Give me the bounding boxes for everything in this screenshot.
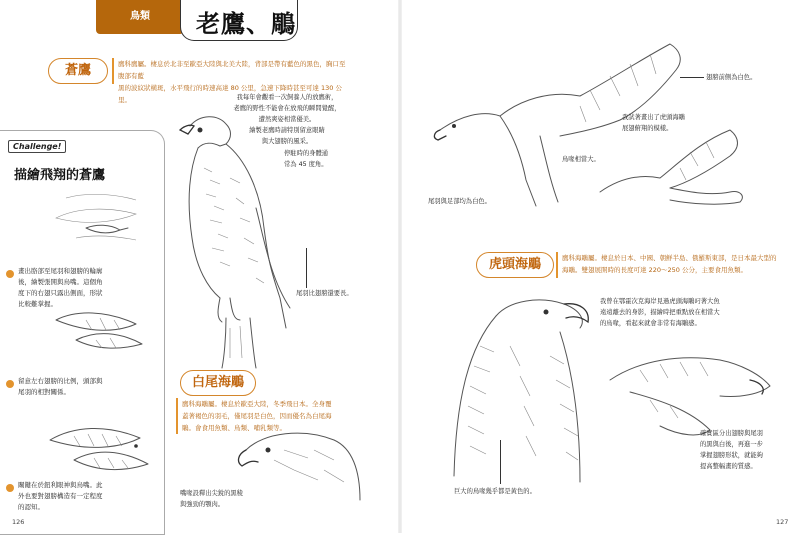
- stellers-description: [562, 252, 788, 276]
- whitetail-description-line: 鷹科海鵰屬。棲息於歐亞大陸，冬季飛日本。全身覆: [182, 400, 332, 408]
- challenge-step-line: 關鍵在於鈕利眼神與鳥嘴。此: [18, 481, 103, 489]
- goshawk-description-line: 黑的波紋狀橫斑，水平飛行的時速高達 80 公里，急速下降時甚至可達 130 公里。: [118, 84, 342, 104]
- goshawk-name-tag: 蒼鷹: [48, 58, 108, 84]
- goshawk-stance-note-line: 停駐時的身體通: [284, 150, 329, 157]
- page-number-left: 126: [12, 518, 25, 526]
- whitetail-accent-bar: [176, 398, 178, 434]
- whitetail-beak-note-line: 嘴喙設釋出尖銳的黑稜: [180, 490, 243, 497]
- stellers-zoo-note: [600, 296, 790, 329]
- stellers-name-tag: 虎頭海鵰: [476, 252, 554, 278]
- challenge-step-line: 的認知。: [18, 503, 44, 511]
- goshawk-face-note-line: 與大翅膀的風采。: [261, 138, 313, 145]
- page-title: 老鷹、鵰: [196, 10, 296, 38]
- challenge-step-3: [18, 480, 144, 513]
- challenge-step2-sketch: [46, 300, 156, 370]
- challenge-title: 描繪飛翔的蒼鷹: [14, 168, 106, 183]
- stellers-beak-leader: [500, 440, 501, 484]
- challenge-badge: Challenge!: [8, 140, 66, 153]
- white-underwing-note: 翅膀前側為白色。: [706, 74, 757, 81]
- challenge-step-line: 度下的右翅只露出側面，形狀: [18, 289, 103, 297]
- whitetail-name-tag: 白尾海鵰: [180, 370, 256, 396]
- whitetail-beak-note-line: 與強勁的顎肉。: [180, 501, 225, 508]
- goshawk-tail-note: 尾羽比翅膀還要長。: [296, 290, 353, 297]
- stellers-wing-note-line: 提高整幅畫的質感。: [700, 463, 757, 470]
- book-gutter: [398, 0, 402, 533]
- stellers-beak-note: 巨大的鳥喙幾乎都是黃色的。: [454, 488, 536, 495]
- challenge-step-1: [18, 266, 144, 310]
- whitetail-head-sketch: [234, 420, 364, 500]
- challenge-step-line: 外也要對翅膀構造有一定程度: [18, 492, 103, 500]
- tryout-note: [622, 112, 685, 134]
- whitetail-description-line: 鵰。會食用魚類、鳥類、哺乳類等。: [182, 424, 286, 432]
- stellers-description-line: 鷹科海鵰屬。棲息於日本、中國、朝鮮半島、俄羅斯東部，是日本最大型的: [562, 254, 777, 262]
- goshawk-face-note-line: 遭然爽姿相當優美。: [258, 116, 316, 123]
- category-tab: 鳥類: [96, 0, 184, 34]
- stellers-zoo-note-line: 我曾在鄂霍次克海岸見過虎頭海鵰叼著大魚: [600, 298, 720, 305]
- challenge-step-line: 畫出胳部至尾羽和翅膀的輪廓: [18, 267, 103, 275]
- goshawk-face-note-line: 老鷹的野性不能會在放飛的瞬間覺醒，: [233, 105, 341, 112]
- white-tail-note: 尾羽與足部均為白色。: [428, 198, 491, 205]
- step-3-marker: [6, 484, 14, 492]
- goshawk-description-line: 鷹科鷹屬。棲息於北非至歐亞大陸與北美大陸，背部是帶有藍色的黑色，胸口至腹部有藍: [118, 60, 346, 80]
- goshawk-face-note-line: 繪製老鷹時請特別留意眼睛: [249, 127, 325, 134]
- stellers-portrait-sketch: [440, 286, 600, 486]
- challenge-step-line: 比較難掌握。: [18, 300, 57, 308]
- challenge-step3-sketch: [44, 410, 156, 490]
- stellers-zoo-note-line: 遠遠離去的身影，描繪時把重點放在相當大: [600, 309, 720, 316]
- goshawk-accent-bar: [112, 58, 114, 84]
- step-1-marker: [6, 270, 14, 278]
- goshawk-face-note-line: 我每年會觀看一次飼養人的放鷹術，: [236, 94, 338, 101]
- page-number-right: 127: [776, 518, 789, 526]
- stellers-accent-bar: [556, 252, 558, 278]
- stellers-swoop-sketch: [590, 122, 760, 212]
- whitetail-beak-note: [180, 488, 243, 510]
- whitetail-description-line: 蓋著褐色的羽毛，僅尾羽是白色，因而優名為白尾海: [182, 412, 332, 420]
- stellers-wing-note: [700, 428, 763, 472]
- goshawk-stance-note-line: 常為 45 度角。: [284, 161, 328, 168]
- stellers-zoo-note-line: 的鳥喙，看起來就會非常有海鵰感。: [600, 320, 701, 327]
- challenge-step-2: [18, 376, 144, 398]
- challenge-step-line: 後，繪製張開與鳥嘴。這個角: [18, 278, 103, 286]
- step-2-marker: [6, 380, 14, 388]
- white-underwing-leader: [680, 77, 704, 78]
- big-beak-note: 鳥喙相當大。: [562, 156, 600, 163]
- stellers-description-line: 海鵰。雙翅展開時的長度可達 220～250 公分，主要食用魚類。: [562, 266, 747, 274]
- stellers-wing-note-line: 的黑與白後，再進一步: [700, 441, 763, 448]
- challenge-step-line: 留意左右翅膀的比例，頭部與: [18, 377, 103, 385]
- stellers-wing-note-line: 確實區分出翅膀與尾羽: [700, 430, 763, 437]
- tryout-note-line: 展翅俯翔的模樣。: [622, 125, 673, 132]
- goshawk-perched-sketch: [160, 108, 310, 358]
- stellers-wing-note-line: 掌握翅膀形狀，就能夠: [700, 452, 763, 459]
- challenge-step1-sketch: [46, 188, 156, 258]
- challenge-step-line: 尾羽的相對關係。: [18, 388, 70, 396]
- tryout-note-line: 我試著畫出了虎頭海鵰: [622, 114, 685, 121]
